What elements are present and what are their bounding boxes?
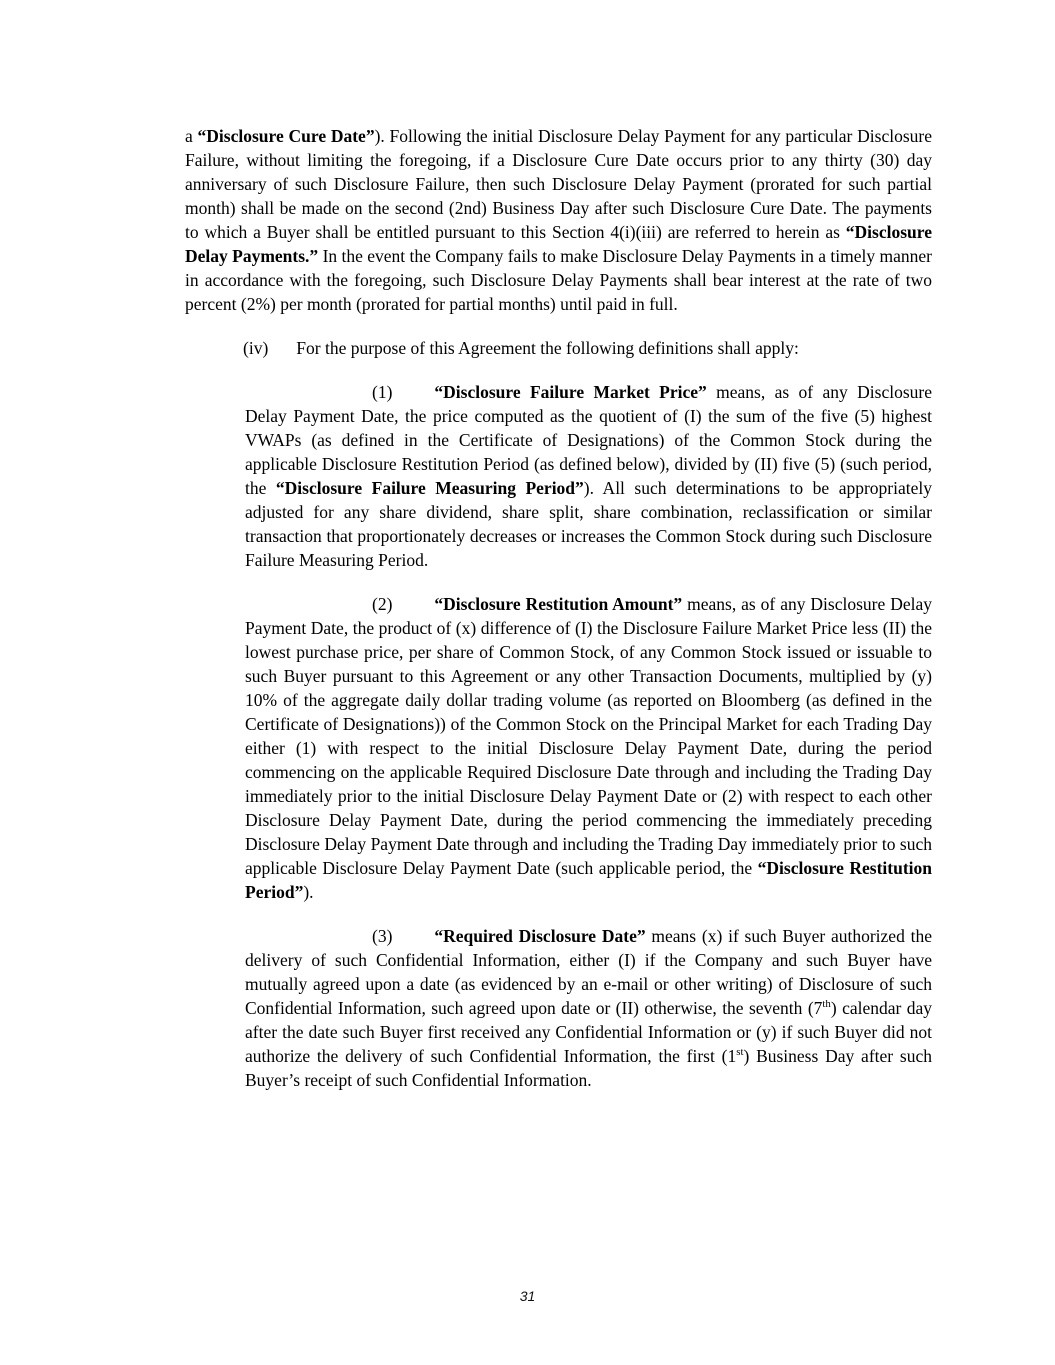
text-run: ). All such determinations to be appropriately adjusted for any share dividend, share split, share combination, reclassification or similar transaction that proportionately decreases or increases the Common Stock during such Disclosure Failure Measuring Period.	[245, 478, 932, 570]
text-run: For the purpose of this Agreement the following definitions shall apply:	[296, 338, 799, 358]
text-run: (2)	[372, 594, 393, 614]
text-run: In the event the Company fails to make Disclosure Delay Payments in a timely manner in accordance with the foregoing, such Disclosure Delay Payments shall bear interest at the rate of two percent (2%) per month (prorated for partial months) until paid in full.	[185, 246, 932, 314]
text-run: (3)	[372, 926, 393, 946]
paragraph-definition-2-disclosure-restitution-amount	[245, 592, 932, 904]
bold-text-run: “Disclosure Failure Measuring Period”	[275, 478, 584, 498]
page-footer	[0, 1288, 1055, 1306]
bold-text-run: “Disclosure Cure Date”	[197, 126, 375, 146]
bold-text-run: “Disclosure Restitution Amount”	[434, 594, 683, 614]
text-run: means, as of any Disclosure Delay Payment Date, the product of (x) difference of (I) the Disclosure Failure Market Price less (II) the lowest purchase price, per share of Common Stock, of any Common Stock issued or issuable to such Buyer pursuant to this Agreement or any other Transaction Documents, multiplied by (y) 10% of the aggregate daily dollar trading volume (as reported on Bloomberg (as defined in the Certificate of Designations)) of the Common Stock on the Principal Market for each Trading Day either (1) with respect to the initial Disclosure Delay Payment Date, during the period commencing on the applicable Required Disclosure Date through and including the Trading Day immediately prior to the initial Disclosure Delay Payment Date or (2) with respect to each other Disclosure Delay Payment Date, during the period commencing the immediately preceding Disclosure Delay Payment Date through and including the Trading Day immediately prior to such applicable Disclosure Delay Payment Date (such applicable period, the	[245, 594, 932, 878]
bold-text-run: “Disclosure Restitution Period”	[245, 858, 932, 902]
text-run: a	[185, 126, 198, 146]
bold-text-run: “Disclosure Failure Market Price”	[434, 382, 707, 402]
text-run: means (x) if such Buyer authorized the delivery of such Confidential Information, either (I) if the Company and such Buyer have mutually agreed upon a date (as evidenced by an e-mail or other writing) of Disclosure of such Confidential Information, such agreed upon date or (II) otherwise, the seventh (7	[245, 926, 932, 1018]
paragraph-disclosure-cure-date-continuation	[185, 124, 932, 316]
page-number: 31	[519, 1288, 536, 1304]
text-run: means, as of any Disclosure Delay Payment Date, the price computed as the quotient of (I) the sum of the five (5) highest VWAPs (as defined in the Certificate of Designations) of the Common Stock during the applicable Disclosure Restitution Period (as defined below), divided by (II) five (5) (such period, the	[245, 382, 932, 498]
text-run: ) calendar day after the date such Buyer first received any Confidential Information or (y) if such Buyer did not authorize the delivery of such Confidential Information, the first (1	[245, 998, 932, 1066]
bold-text-run: “Required Disclosure Date”	[434, 926, 646, 946]
text-run: (1)	[372, 382, 393, 402]
text-run: ) Business Day after such Buyer’s receipt of such Confidential Information.	[245, 1046, 932, 1090]
paragraph-definition-3-required-disclosure-date	[245, 924, 932, 1092]
bold-text-run: “Disclosure Delay Payments.”	[185, 222, 932, 266]
text-run: (iv)	[243, 338, 269, 358]
text-run: ). Following the initial Disclosure Delay Payment for any particular Disclosure Failure, without limiting the foregoing, if a Disclosure Cure Date occurs prior to any thirty (30) day anniversary of such Disclosure Failure, then such Disclosure Delay Payment (prorated for such partial month) shall be made on the second (2nd) Business Day after such Disclosure Cure Date. The payments to which a Buyer shall be entitled pursuant to this Section 4(i)(iii) are referred to herein as	[185, 126, 932, 242]
document-body	[185, 124, 932, 1112]
text-run: st	[736, 1046, 744, 1059]
paragraph-clause-iv-intro	[185, 336, 932, 360]
text-run: ).	[303, 882, 314, 902]
paragraph-definition-1-disclosure-failure-market-price	[245, 380, 932, 572]
text-run: th	[822, 998, 831, 1011]
